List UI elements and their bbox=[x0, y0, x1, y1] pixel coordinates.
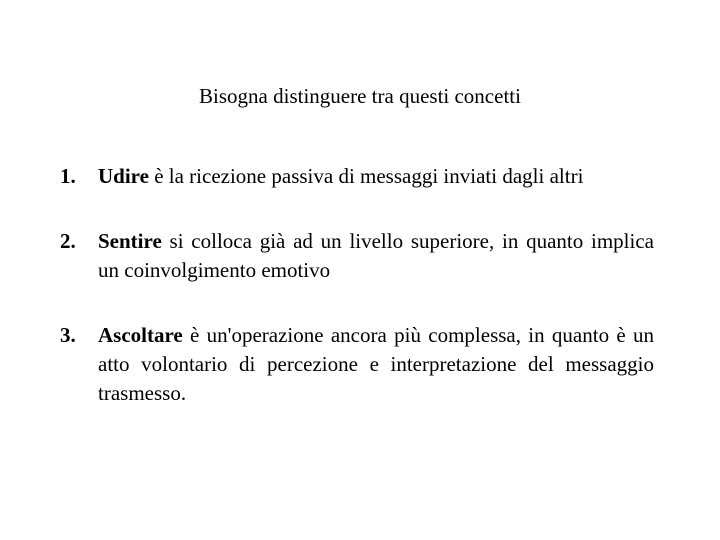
list-item-text: è la ricezione passiva di messaggi inviati dagli altri bbox=[148, 164, 584, 188]
concept-list bbox=[60, 162, 654, 408]
list-item bbox=[60, 321, 654, 408]
list-item-term: Udire bbox=[98, 164, 149, 188]
list-item-text: è un'operazione ancora più complessa, in quanto è un atto volontario di percezione e interpretazione del messaggio trasmesso. bbox=[98, 323, 654, 405]
list-item-number: 2. bbox=[60, 229, 76, 253]
list-item bbox=[60, 162, 654, 191]
slide-title: Bisogna distinguere tra questi concetti bbox=[199, 84, 521, 108]
list-item-number: 1. bbox=[60, 164, 76, 188]
list-item bbox=[60, 227, 654, 285]
list-item-text: si colloca già ad un livello superiore, in quanto implica un coinvolgimento emotivo bbox=[98, 229, 654, 282]
list-item-term: Ascoltare bbox=[98, 323, 183, 347]
list-item-term: Sentire bbox=[98, 229, 162, 253]
list-item-number: 3. bbox=[60, 323, 76, 347]
